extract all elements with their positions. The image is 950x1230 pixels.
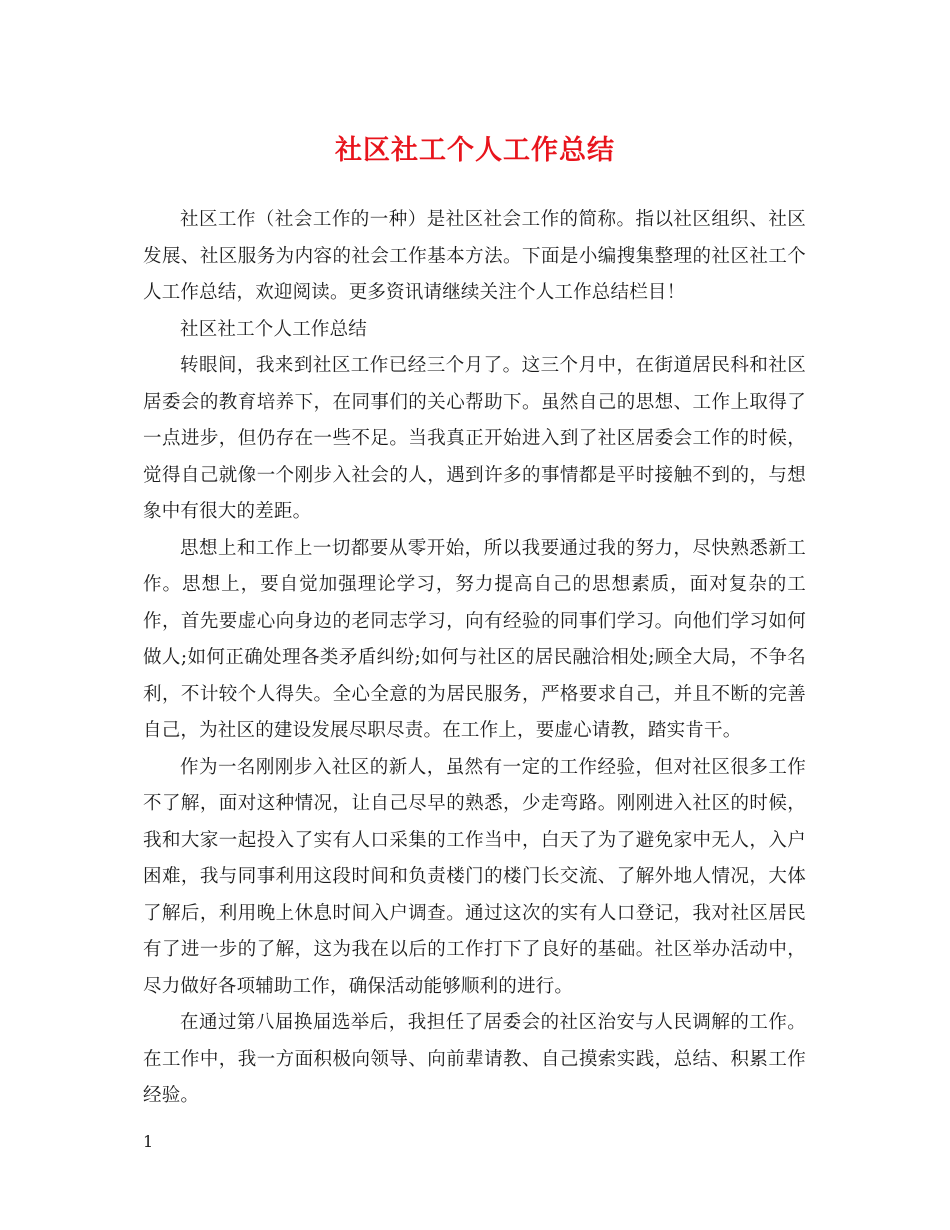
- paragraph-4: 在通过第八届换届选举后，我担任了居委会的社区治安与人民调解的工作。在工作中，我一方面积极向领导、向前辈请教、自己摸索实践，总结、积累工作经验。: [143, 1012, 806, 1106]
- paragraph-2: 思想上和工作上一切都要从零开始，所以我要通过我的努力，尽快熟悉新工作。思想上，要自觉加强理论学习，努力提高自己的思想素质，面对复杂的工作，首先要虚心向身边的老同志学习，向有经验的同事们学习。向他们学习如何做人;如何正确处理各类矛盾纠纷;如何与社区的居民融洽相处;顾全大局，不争名利，不计较个人得失。全心全意的为居民服务，严格要求自己，并且不断的完善自己，为社区的建设发展尽职尽责。在工作上，要虚心请教，踏实肯干。: [143, 537, 806, 741]
- document-body: [143, 202, 806, 1115]
- paragraph-intro: 社区工作（社会工作的一种）是社区社会工作的简称。指以社区组织、社区发展、社区服务为内容的社会工作基本方法。下面是小编搜集整理的社区社工个人工作总结，欢迎阅读。更多资讯请继续关注个人工作总结栏目！: [143, 209, 806, 303]
- paragraph-1: 转眼间，我来到社区工作已经三个月了。这三个月中，在街道居民科和社区居委会的教育培养下，在同事们的关心帮助下。虽然自己的思想、工作上取得了一点进步，但仍存在一些不足。当我真正开始进入到了社区居委会工作的时候，觉得自己就像一个刚步入社会的人，遇到许多的事情都是平时接触不到的，与想象中有很大的差距。: [143, 355, 806, 522]
- page-number: 1: [143, 1132, 154, 1151]
- paragraph-subtitle: 社区社工个人工作总结: [180, 318, 368, 340]
- document-title: 社区社工个人工作总结: [335, 135, 615, 166]
- paragraph-3: 作为一名刚刚步入社区的新人，虽然有一定的工作经验，但对社区很多工作不了解，面对这种情况，让自己尽早的熟悉，少走弯路。刚刚进入社区的时候，我和大家一起投入了实有人口采集的工作当中，白天了为了避免家中无人，入户困难，我与同事利用这段时间和负责楼门的楼门长交流、了解外地人情况，大体了解后，利用晚上休息时间入户调查。通过这次的实有人口登记，我对社区居民有了进一步的了解，这为我在以后的工作打下了良好的基础。社区举办活动中，尽力做好各项辅助工作，确保活动能够顺利的进行。: [143, 756, 806, 997]
